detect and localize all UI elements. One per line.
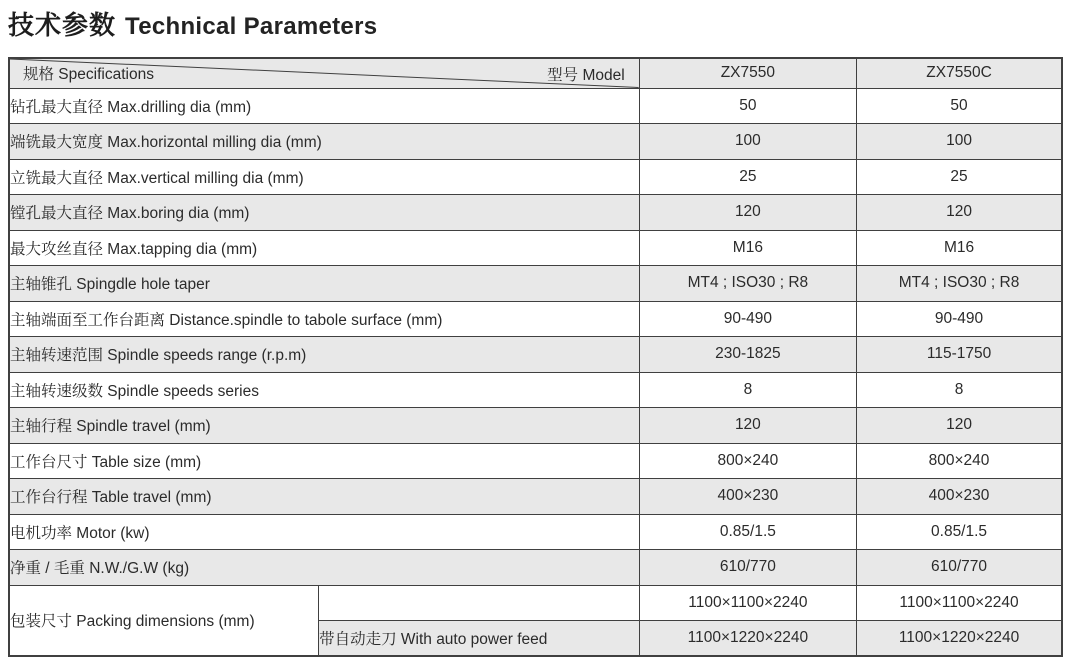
value-zx7550c: 100 [857, 124, 1062, 160]
value-zx7550: M16 [639, 230, 856, 266]
spec-header-label: 规格 Specifications [23, 65, 154, 83]
value-zx7550: 800×240 [639, 443, 856, 479]
row-label: 最大攻丝直径 Max.tapping dia (mm) [9, 230, 639, 266]
packing-row-standard [9, 585, 1062, 621]
page-title-cjk: 技术参数 [8, 10, 117, 40]
value-zx7550: 25 [639, 159, 856, 195]
value-zx7550c: 1100×1100×2240 [857, 585, 1062, 621]
table-row [9, 514, 1062, 550]
spec-model-diagonal-cell [9, 58, 639, 88]
packing-sub-label-auto-feed: 带自动走刀 With auto power feed [319, 621, 640, 657]
row-label: 主轴转速级数 Spindle speeds series [9, 372, 639, 408]
row-label: 净重 / 毛重 N.W./G.W (kg) [9, 550, 639, 586]
packing-row-label: 包装尺寸 Packing dimensions (mm) [9, 585, 319, 656]
table-row [9, 266, 1062, 302]
value-zx7550c: 8 [857, 372, 1062, 408]
table-row [9, 301, 1062, 337]
value-zx7550: 120 [639, 408, 856, 444]
page-title-en: Technical Parameters [125, 13, 378, 40]
table-row [9, 159, 1062, 195]
value-zx7550c: 120 [857, 195, 1062, 231]
value-zx7550c: 0.85/1.5 [857, 514, 1062, 550]
table-row [9, 337, 1062, 373]
table-row [9, 550, 1062, 586]
page-title [8, 5, 377, 42]
table-row [9, 372, 1062, 408]
value-zx7550c: 115-1750 [857, 337, 1062, 373]
value-zx7550c: M16 [857, 230, 1062, 266]
value-zx7550: 50 [639, 88, 856, 124]
value-zx7550: 610/770 [639, 550, 856, 586]
value-zx7550: 90-490 [639, 301, 856, 337]
table-row [9, 88, 1062, 124]
model-header-label: 型号 Model [547, 67, 625, 84]
row-label: 电机功率 Motor (kw) [9, 514, 639, 550]
table-row [9, 124, 1062, 160]
row-label: 端铣最大宽度 Max.horizontal milling dia (mm) [9, 124, 639, 160]
row-label: 立铣最大直径 Max.vertical milling dia (mm) [9, 159, 639, 195]
value-zx7550: 1100×1220×2240 [639, 621, 856, 657]
value-zx7550: 400×230 [639, 479, 856, 515]
row-label: 主轴行程 Spindle travel (mm) [9, 408, 639, 444]
table-row [9, 230, 1062, 266]
column-header-zx7550: ZX7550 [639, 58, 856, 88]
value-zx7550c: 400×230 [857, 479, 1062, 515]
row-label: 主轴端面至工作台距离 Distance.spindle to tabole surface (mm) [9, 301, 639, 337]
value-zx7550c: 1100×1220×2240 [857, 621, 1062, 657]
row-label: 工作台尺寸 Table size (mm) [9, 443, 639, 479]
value-zx7550: 120 [639, 195, 856, 231]
value-zx7550: MT4 ; ISO30 ; R8 [639, 266, 856, 302]
value-zx7550c: 50 [857, 88, 1062, 124]
table-row [9, 195, 1062, 231]
value-zx7550c: 90-490 [857, 301, 1062, 337]
row-label: 主轴锥孔 Spingdle hole taper [9, 266, 639, 302]
row-label: 镗孔最大直径 Max.boring dia (mm) [9, 195, 639, 231]
table-row [9, 479, 1062, 515]
value-zx7550: 1100×1100×2240 [639, 585, 856, 621]
table-row [9, 443, 1062, 479]
value-zx7550c: 800×240 [857, 443, 1062, 479]
packing-sub-label-empty [319, 585, 640, 621]
row-label: 钻孔最大直径 Max.drilling dia (mm) [9, 88, 639, 124]
value-zx7550c: 25 [857, 159, 1062, 195]
value-zx7550: 100 [639, 124, 856, 160]
value-zx7550: 8 [639, 372, 856, 408]
table-header-row [9, 58, 1062, 88]
value-zx7550c: 120 [857, 408, 1062, 444]
row-label: 主轴转速范围 Spindle speeds range (r.p.m) [9, 337, 639, 373]
column-header-zx7550c: ZX7550C [857, 58, 1062, 88]
row-label: 工作台行程 Table travel (mm) [9, 479, 639, 515]
value-zx7550: 0.85/1.5 [639, 514, 856, 550]
value-zx7550: 230-1825 [639, 337, 856, 373]
value-zx7550c: MT4 ; ISO30 ; R8 [857, 266, 1062, 302]
value-zx7550c: 610/770 [857, 550, 1062, 586]
technical-parameters-table [8, 57, 1063, 657]
table-row [9, 408, 1062, 444]
